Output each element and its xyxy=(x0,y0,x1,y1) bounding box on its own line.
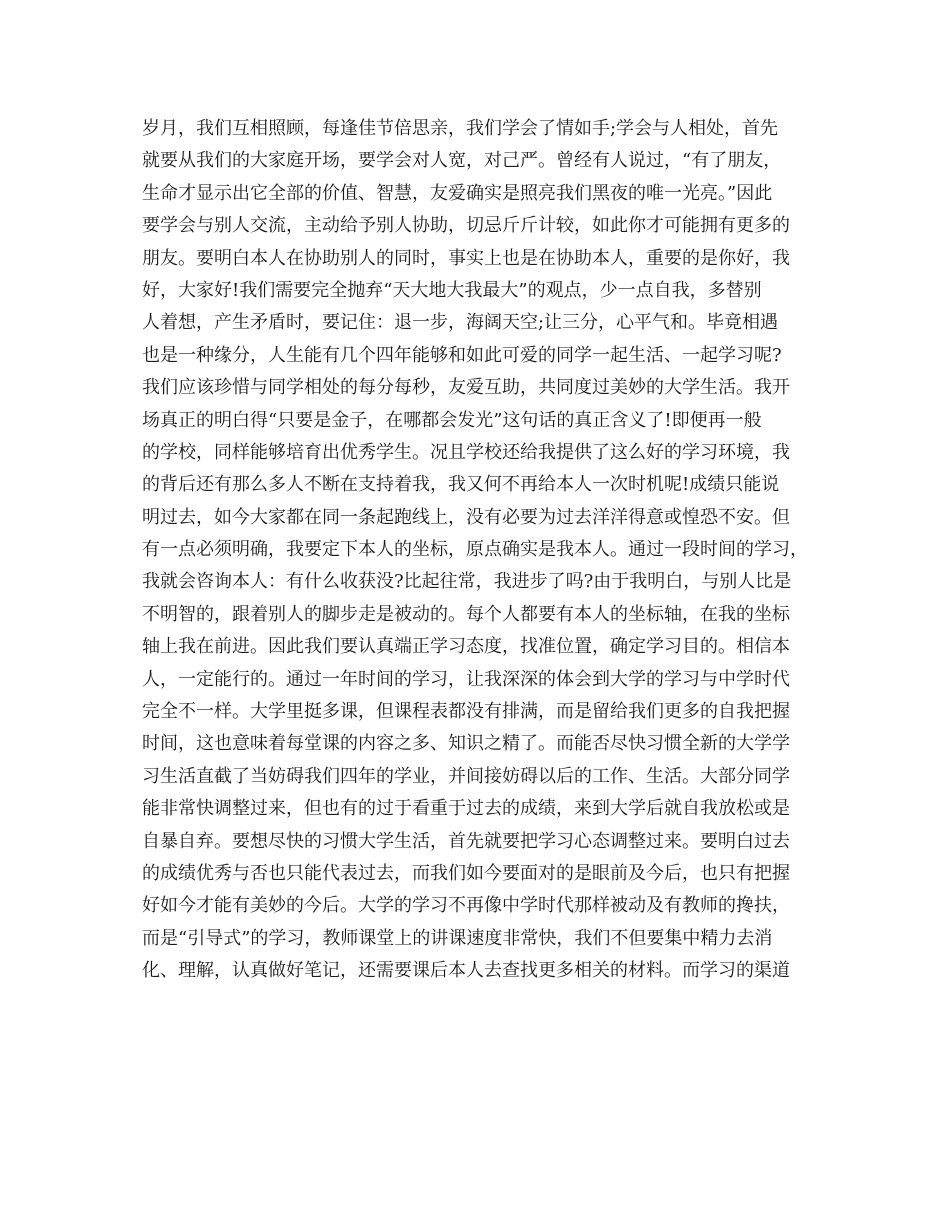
text-line: 人着想，产生矛盾时，要记住：退一步，海阔天空;让三分，心平气和。毕竟相遇 xyxy=(142,312,779,334)
text-line: 的背后还有那么多人不断在支持着我，我又何不再给本人一次时机呢!成绩只能说 xyxy=(142,474,780,496)
text-line: 就要从我们的大家庭开场，要学会对人宽，对己严。曾经有人说过，“有了朋友， xyxy=(142,150,782,172)
text-line: 朋友。要明白本人在协助别人的同时，事实上也是在协助本人，重要的是你好，我 xyxy=(142,247,790,269)
text-line: 轴上我在前进。因此我们要认真端正学习态度，找准位置，确定学习目的。相信本 xyxy=(142,636,790,658)
text-line: 能非常快调整过来，但也有的过于看重于过去的成绩，来到大学后就自我放松或是 xyxy=(142,798,790,820)
text-line: 完全不一样。大学里挺多课，但课程表都没有排满，而是留给我们更多的自我把握 xyxy=(142,701,790,723)
text-line: 不明智的，跟着别人的脚步走是被动的。每个人都要有本人的坐标轴，在我的坐标 xyxy=(142,603,790,625)
text-line: 我们应该珍惜与同学相处的每分每秒，友爱互助，共同度过美妙的大学生活。我开 xyxy=(142,377,790,399)
text-line: 人，一定能行的。通过一年时间的学习，让我深深的体会到大学的学习与中学时代 xyxy=(142,668,790,690)
text-line: 生命才显示出它全部的价值、智慧，友爱确实是照亮我们黑夜的唯一光亮。”因此 xyxy=(142,182,773,204)
text-line: 我就会咨询本人：有什么收获没?比起往常，我进步了吗?由于我明白，与别人比是 xyxy=(142,571,792,593)
text-line: 而是“引导式”的学习，教师课堂上的讲课速度非常快，我们不但要集中精力去消 xyxy=(142,927,773,949)
text-line: 化、理解，认真做好笔记，还需要课后本人去查找更多相关的材料。而学习的渠道 xyxy=(142,960,790,982)
text-line: 有一点必须明确，我要定下本人的坐标，原点确实是我本人。通过一段时间的学习， xyxy=(142,539,808,561)
text-line: 的学校，同样能够培育出优秀学生。况且学校还给我提供了这么好的学习环境，我 xyxy=(142,441,790,463)
text-line: 要学会与别人交流，主动给予别人协助，切忌斤斤计较，如此你才可能拥有更多的 xyxy=(142,215,790,237)
text-line: 时间，这也意味着每堂课的内容之多、知识之精了。而能否尽快习惯全新的大学学 xyxy=(142,733,790,755)
text-line: 岁月，我们互相照顾，每逢佳节倍思亲，我们学会了情如手;学会与人相处，首先 xyxy=(142,118,779,139)
body-text xyxy=(142,113,822,988)
text-line: 习生活直截了当妨碍我们四年的学业，并间接妨碍以后的工作、生活。大部分同学 xyxy=(142,765,790,787)
text-line: 的成绩优秀与否也只能代表过去，而我们如今要面对的是眼前及今后，也只有把握 xyxy=(142,862,790,884)
text-line: 场真正的明白得“只要是金子，在哪都会发光”这句话的真正含义了!即便再一般 xyxy=(142,409,762,431)
text-line: 也是一种缘分，人生能有几个四年能够和如此可爱的同学一起生活、一起学习呢? xyxy=(142,344,782,366)
text-line: 好如今才能有美妙的今后。大学的学习不再像中学时代那样被动及有教师的搀扶， xyxy=(142,895,790,917)
text-line: 好，大家好!我们需要完全抛弃“天大地大我最大”的观点，少一点自我，多替别 xyxy=(142,279,762,301)
text-line: 明过去，如今大家都在同一条起跑线上，没有必要为过去洋洋得意或惶恐不安。但 xyxy=(142,506,790,528)
text-line: 自暴自弃。要想尽快的习惯大学生活，首先就要把学习心态调整过来。要明白过去 xyxy=(142,830,790,852)
